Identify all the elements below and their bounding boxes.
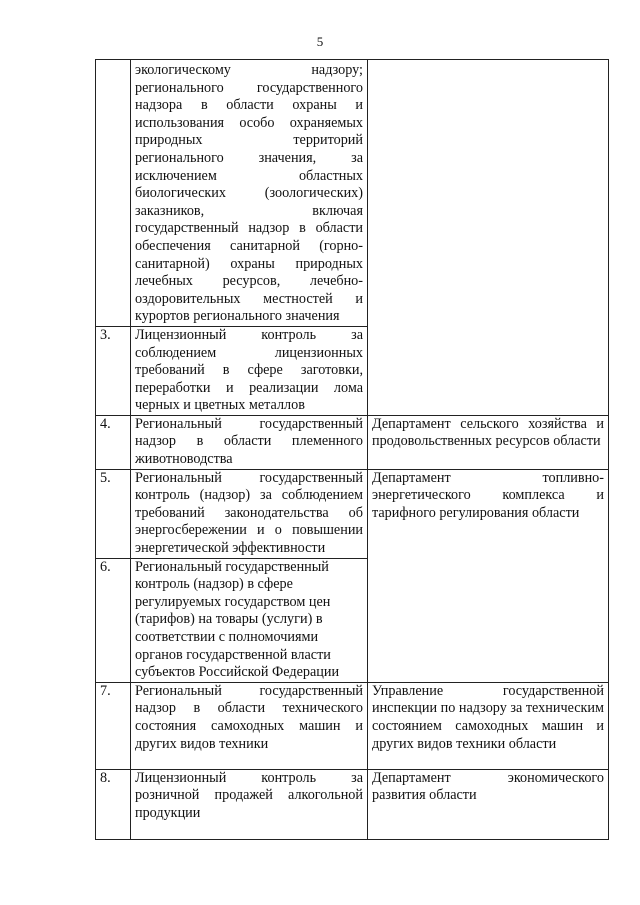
page-number: 5 xyxy=(316,34,324,49)
control-type-cell xyxy=(131,682,368,769)
control-type-cell xyxy=(131,769,368,839)
row-number: 3. xyxy=(96,326,131,415)
authorities-table xyxy=(95,59,609,840)
department-text: Управление государственной инспекции по надзору за техническим состоянием самоходных машин и других видов техники области xyxy=(372,682,604,752)
control-type-cell xyxy=(131,60,368,327)
control-type-text: Региональный государственный надзор в области технического состояния самоходных машин и других видов техники xyxy=(135,682,363,752)
control-type-cell xyxy=(131,558,368,682)
control-type-cell xyxy=(131,469,368,558)
table-row xyxy=(96,60,609,327)
row-number xyxy=(96,60,131,327)
control-type-cell xyxy=(131,326,368,415)
department-cell xyxy=(368,415,609,469)
department-cell xyxy=(368,682,609,769)
control-type-text: экологическому надзору; регионального государственного надзора в области охраны и использования особо охраняемых природных территорий регионального значения, за исключением областных биологических (зоологических) заказников, включая государственный надзор в области обеспечения санитарной (горно-санитарной) охраны природных лечебных ресурсов, лечебно-оздоровительных местностей и курортов регионального значения xyxy=(135,62,363,325)
row-number: 8. xyxy=(96,769,131,839)
department-text: Департамент сельского хозяйства и продовольственных ресурсов области xyxy=(372,415,604,450)
department-text: Департамент экономического развития области xyxy=(372,769,604,804)
row-number: 7. xyxy=(96,682,131,769)
table-row xyxy=(96,769,609,839)
table-row xyxy=(96,469,609,558)
department-cell xyxy=(368,60,609,416)
control-type-cell xyxy=(131,415,368,469)
row-number: 5. xyxy=(96,469,131,558)
control-type-text: Лицензионный контроль за розничной продажей алкогольной продукции xyxy=(135,769,363,821)
control-type-text: Региональный государственный надзор в области племенного животноводства xyxy=(135,415,363,468)
row-number: 6. xyxy=(96,558,131,682)
department-text: Департамент топливно-энергетического комплекса и тарифного регулирования области xyxy=(372,469,604,521)
row-number: 4. xyxy=(96,415,131,469)
department-cell xyxy=(368,469,609,682)
department-cell xyxy=(368,769,609,839)
control-type-text: Региональный государственный контроль (надзор) за соблюдением требований законодательства об энергосбережении и о повышении энергетической эффективности xyxy=(135,469,363,557)
table-row xyxy=(96,682,609,769)
control-type-text: Лицензионный контроль за соблюдением лицензионных требований в сфере заготовки, переработки и реализации лома черных и цветных металлов xyxy=(135,326,363,414)
table-row xyxy=(96,415,609,469)
control-type-text: Региональный государственный контроль (надзор) в сфере регулируемых государством цен (тарифов) на товары (услуги) в соответствии с полномочиями органов государственной власти субъектов Российской Федерации xyxy=(135,558,340,681)
